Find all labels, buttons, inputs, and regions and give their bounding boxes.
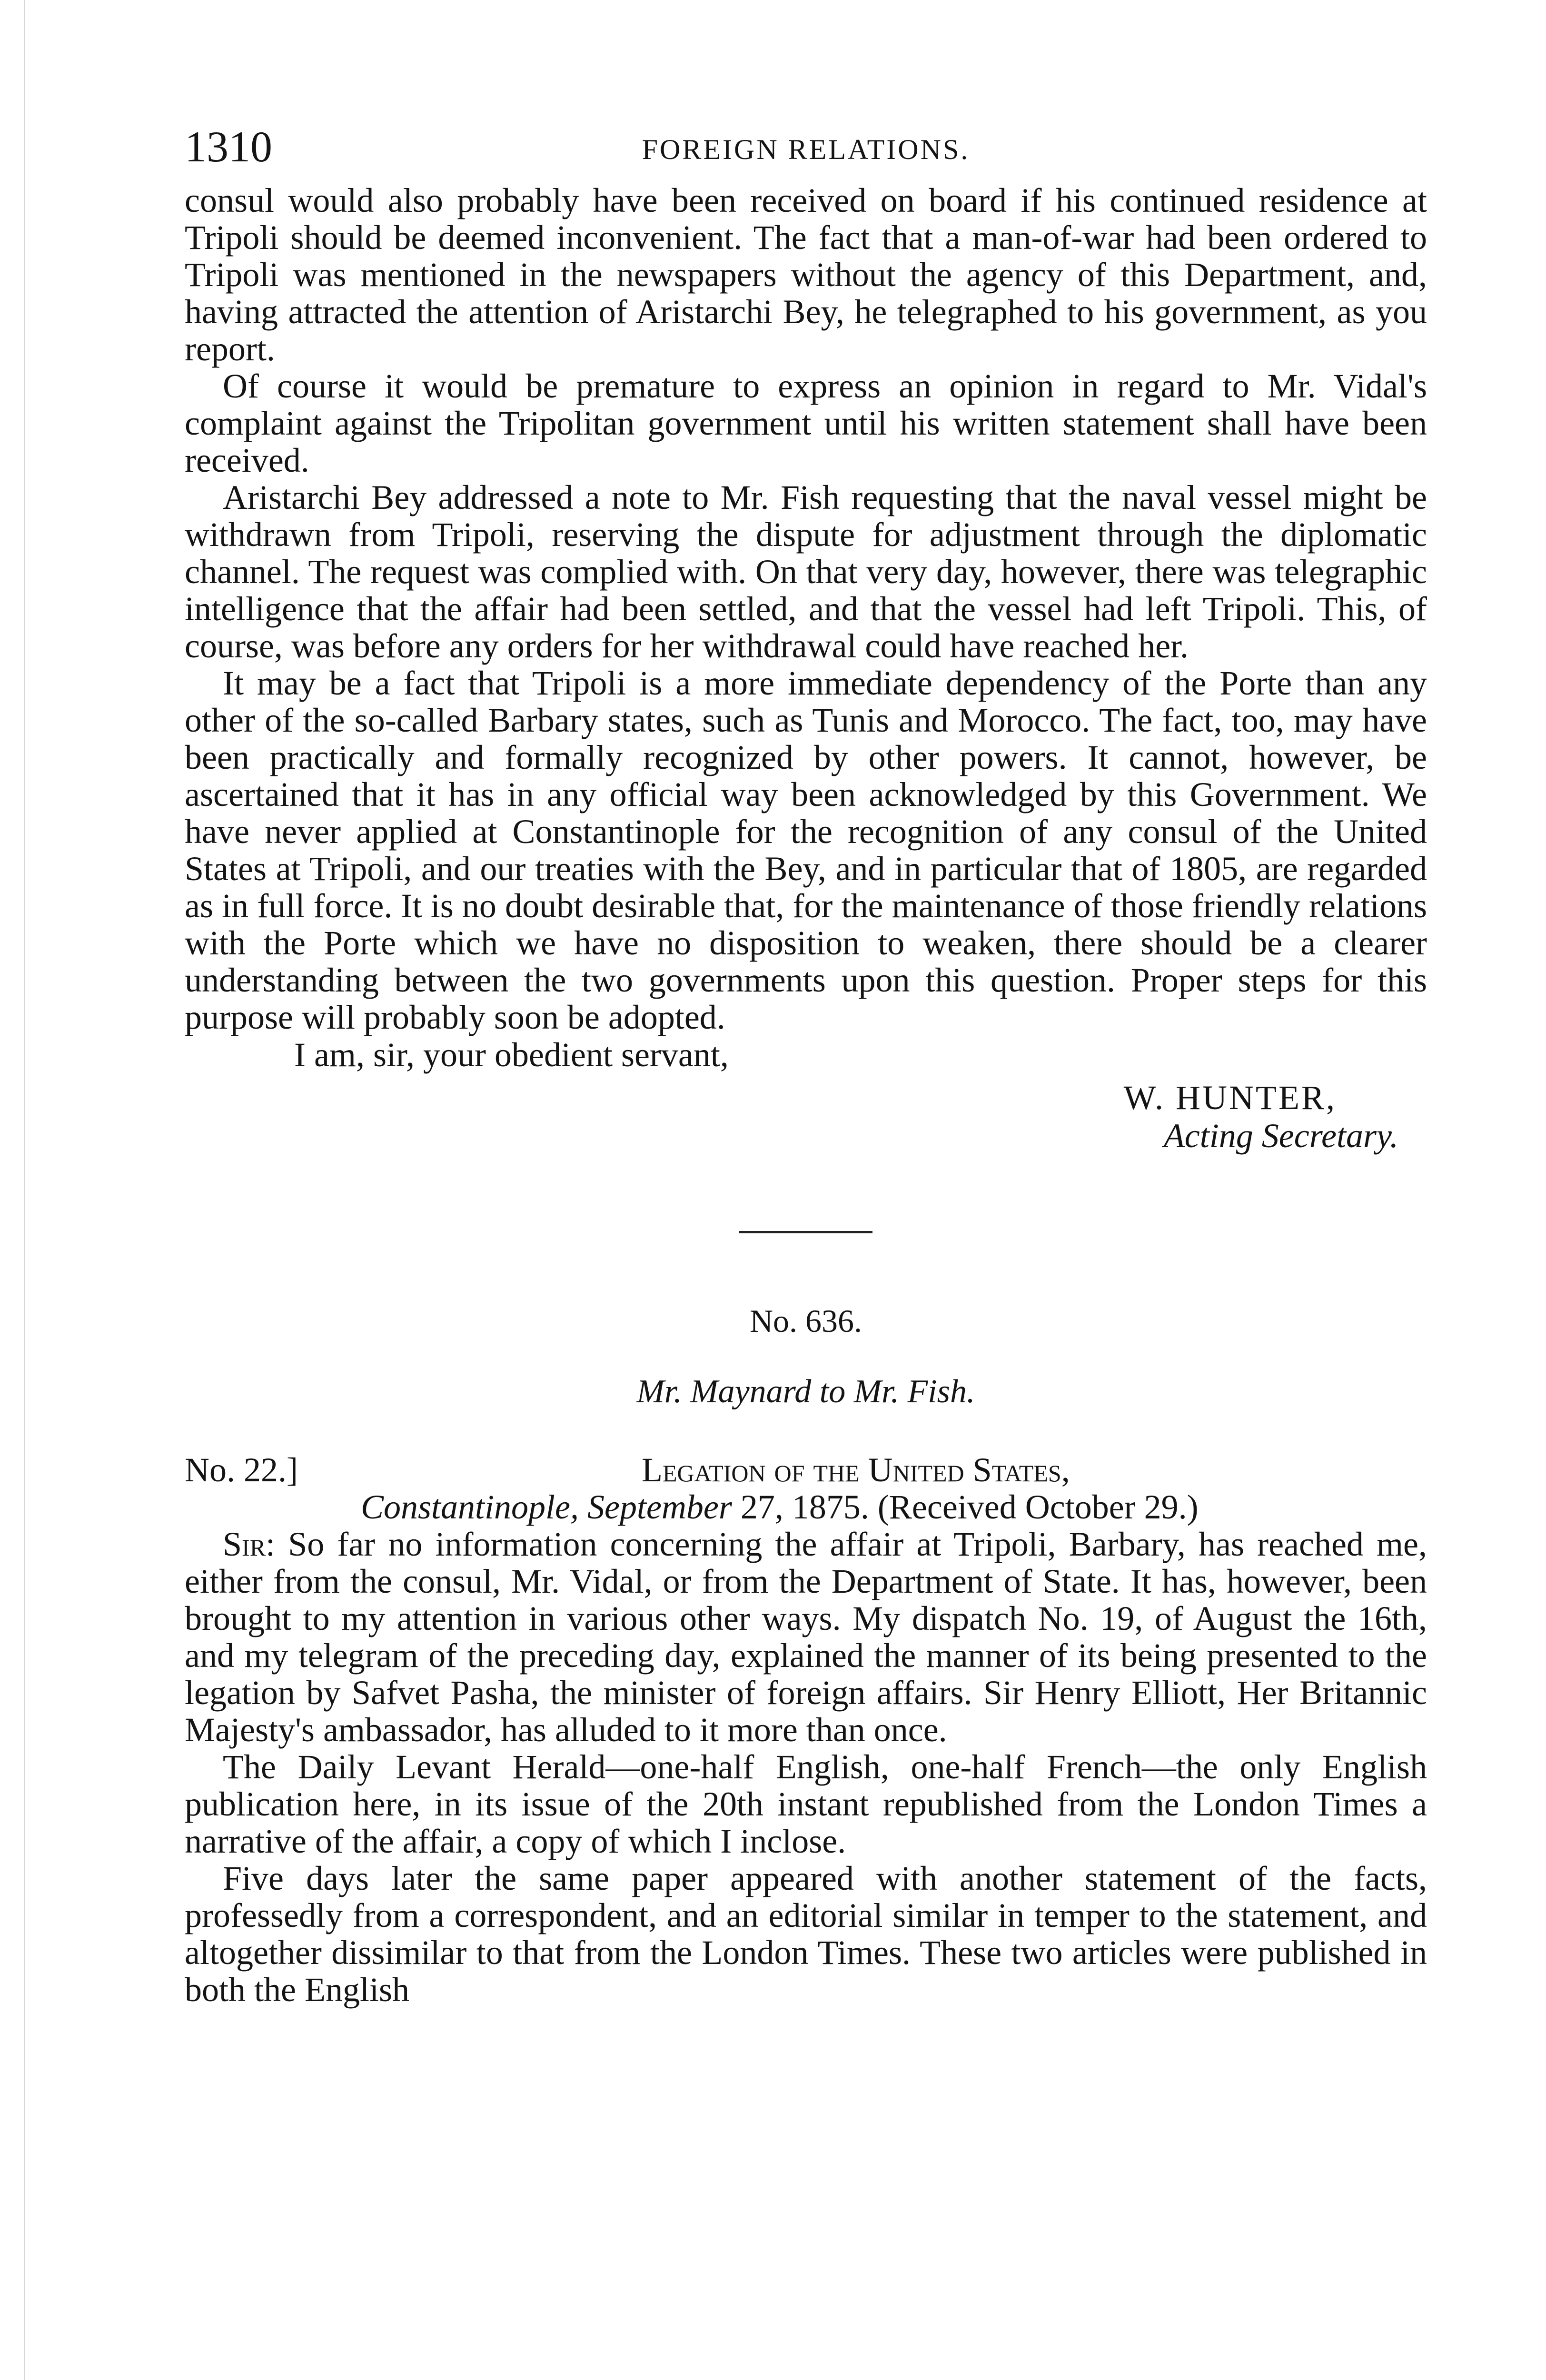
page-edge-rule bbox=[24, 0, 25, 2380]
letter-maynard bbox=[185, 1526, 1427, 2008]
paragraph: consul would also probably have been received on board if his continued residence at Tripoli should be deemed inconvenient. The fact that a man-of-war had been ordered to Tripoli was mentioned in the newspapers without the agency of this Department, and, having attracted the attention of Aristarchi Bey, he telegraphed to his government, as you report. bbox=[185, 181, 1427, 368]
received-note: (Received October 29.) bbox=[877, 1488, 1199, 1526]
document-number: No. 636. bbox=[749, 1303, 862, 1339]
paragraph: Aristarchi Bey addressed a note to Mr. Fish requesting that the naval vessel might be withdrawn from Tripoli, reserving the dispute for adjustment through the diplomatic channel. The request was complied with. On that very day, however, there was telegraphic intelligence that the affair had been settled, and that the vessel had left Tripoli. This, of course, was before any orders for her withdrawal could have reached her. bbox=[185, 478, 1427, 665]
paragraph: It may be a fact that Tripoli is a more immediate dependency of the Porte than any other of the so-called Barbary states, such as Tunis and Morocco. The fact, too, may have been practically and formally recognized by other powers. It cannot, however, be ascertained that it has in any official way been acknowledged by this Government. We have never applied at Constantinople for the recognition of any consul of the United States at Tripoli, and our treaties with the Bey, and in particular that of 1805, are regarded as in full force. It is no doubt desirable that, for the maintenance of those friendly relations with the Porte which we have no disposition to weaken, there should be a clearer understanding between the two governments upon this question. Proper steps for this purpose will probably soon be adopted. bbox=[185, 664, 1427, 1036]
paragraph bbox=[185, 1526, 1427, 1748]
dispatch-heading bbox=[185, 1451, 1427, 1488]
dateline-place: Constantinople, September bbox=[361, 1488, 732, 1526]
dateline-date: 27, 1875. bbox=[740, 1488, 869, 1526]
signature-block bbox=[185, 1079, 1427, 1155]
page bbox=[185, 122, 1427, 2009]
page-header bbox=[185, 122, 1427, 182]
letter-hunter bbox=[185, 182, 1427, 1036]
salutation: Sir: bbox=[223, 1525, 276, 1563]
paragraph-text: So far no information concerning the affair at Tripoli, Barbary, has reached me, either from the consul, Mr. Vidal, or from the Department of State. It has, however, been brought to my attention in various other ways. My dispatch No. 19, of August the 16th, and my telegram of the preceding day, explained the manner of its being presented to the legation by Safvet Pasha, the minister of foreign affairs. Sir Henry Elliott, Her Britannic Majesty's ambassador, has alluded to it more than once. bbox=[185, 1525, 1427, 1749]
signer-title: Acting Secretary. bbox=[1163, 1117, 1398, 1155]
paragraph: Five days later the same paper appeared with another statement of the facts, professedly from a correspondent, and an editorial similar in temper to the statement, and altogether dissimilar to that from the London Times. These two articles were published in both the English bbox=[185, 1859, 1427, 2009]
document-title: Mr. Maynard to Mr. Fish. bbox=[636, 1373, 975, 1410]
page-number: 1310 bbox=[185, 122, 272, 171]
running-head: FOREIGN RELATIONS. bbox=[642, 134, 970, 165]
section-divider bbox=[739, 1231, 872, 1233]
paragraph: The Daily Levant Herald—one-half English, one-half French—the only English publication here, in its issue of the 20th instant republished from the London Times a narrative of the affair, a copy of which I inclose. bbox=[185, 1748, 1427, 1860]
signer-name: W. HUNTER, bbox=[1123, 1079, 1337, 1117]
paragraph: Of course it would be premature to express an opinion in regard to Mr. Vidal's complaint against the Tripolitan government until his written statement shall have been received. bbox=[185, 367, 1427, 479]
dispatch-reference: No. 22.] bbox=[185, 1451, 298, 1489]
legation-heading: Legation of the United States, bbox=[642, 1451, 1070, 1489]
closing-line: I am, sir, your obedient servant, bbox=[294, 1036, 729, 1074]
dateline bbox=[361, 1488, 1427, 1526]
